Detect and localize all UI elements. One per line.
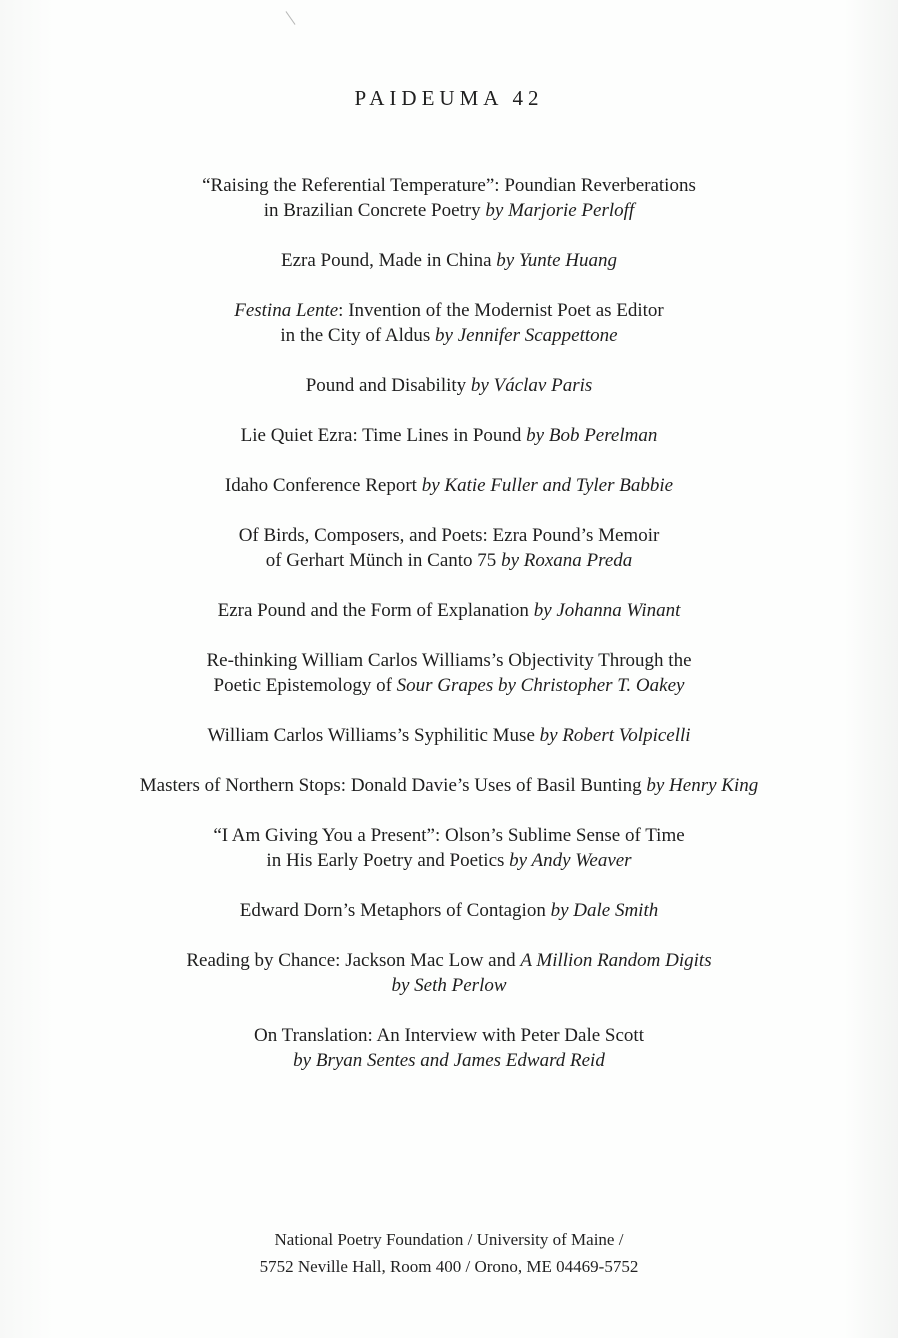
toc-text: Reading by Chance: Jackson Mac Low and [186, 950, 521, 971]
toc-text: Lie Quiet Ezra: Time Lines in Pound [240, 425, 527, 446]
toc-entry-line [0, 423, 898, 448]
toc-text: in the City of Aldus [280, 325, 436, 346]
toc-entry-line [0, 948, 898, 973]
toc-entry-line [0, 248, 898, 273]
toc-entry [0, 898, 898, 923]
toc-text: in Brazilian Concrete Poetry [263, 200, 486, 221]
toc-entry [0, 248, 898, 273]
journal-title: PAIDEUMA 42 [354, 86, 544, 110]
toc-entry-line [0, 848, 898, 873]
toc-entry [0, 598, 898, 623]
toc-text: : Invention of the Modernist Poet as Editor [338, 300, 664, 321]
toc-entry-line [0, 198, 898, 223]
toc-entry-line [0, 673, 898, 698]
toc-text: Masters of Northern Stops: Donald Davie’s Uses of Basil Bunting [139, 775, 647, 796]
toc-italic-text: by Johanna Winant [533, 600, 681, 621]
toc-italic-text: by Dale Smith [550, 900, 659, 921]
toc-entry [0, 173, 898, 223]
address-line-1: National Poetry Foundation / University of Maine / [274, 1230, 624, 1249]
toc-entry-line [0, 173, 898, 198]
toc-entry [0, 823, 898, 873]
toc-italic-text: A Million Random Digits [520, 950, 712, 971]
toc-text: Ezra Pound and the Form of Explanation [217, 600, 534, 621]
toc-entry [0, 423, 898, 448]
toc-text: of Gerhart Münch in Canto 75 [265, 550, 502, 571]
toc-italic-text: by Katie Fuller and Tyler Babbie [421, 475, 674, 496]
toc-entry-line [0, 773, 898, 798]
toc-entry-line [0, 598, 898, 623]
toc-entry [0, 723, 898, 748]
toc-italic-text: Festina Lente [234, 300, 339, 321]
toc-entry-line [0, 523, 898, 548]
toc-entry-line [0, 298, 898, 323]
toc-entry-line [0, 723, 898, 748]
toc-entry [0, 523, 898, 573]
toc-text: Of Birds, Composers, and Poets: Ezra Pound’s Memoir [238, 525, 660, 546]
toc-text: Ezra Pound, Made in China [281, 250, 497, 271]
toc-italic-text: by Marjorie Perloff [485, 200, 635, 221]
toc-entry-line [0, 973, 898, 998]
toc-text: On Translation: An Interview with Peter Dale Scott [254, 1025, 644, 1046]
toc-entry [0, 648, 898, 698]
toc-italic-text: Sour Grapes by Christopher T. Oakey [396, 675, 685, 696]
table-of-contents [0, 173, 898, 1098]
toc-italic-text: by Bryan Sentes and James Edward Reid [293, 1050, 605, 1071]
toc-entry-line [0, 473, 898, 498]
scan-mark [286, 11, 296, 25]
toc-italic-text: by Seth Perlow [391, 975, 507, 996]
toc-text: Re-thinking William Carlos Williams’s Objectivity Through the [206, 650, 692, 671]
toc-italic-text: by Henry King [646, 775, 759, 796]
toc-text: William Carlos Williams’s Syphilitic Muse [207, 725, 540, 746]
toc-entry [0, 373, 898, 398]
toc-entry [0, 948, 898, 998]
toc-text: in His Early Poetry and Poetics [266, 850, 510, 871]
toc-entry-line [0, 323, 898, 348]
toc-italic-text: by Václav Paris [470, 375, 593, 396]
toc-text: “I Am Giving You a Present”: Olson’s Sublime Sense of Time [213, 825, 685, 846]
toc-text: Poetic Epistemology of [213, 675, 397, 696]
toc-entry [0, 773, 898, 798]
toc-text: “Raising the Referential Temperature”: Poundian Reverberations [202, 175, 696, 196]
toc-italic-text: by Jennifer Scappettone [435, 325, 618, 346]
toc-entry-line [0, 373, 898, 398]
toc-entry [0, 473, 898, 498]
toc-entry-line [0, 823, 898, 848]
toc-entry [0, 1023, 898, 1073]
toc-entry-line [0, 898, 898, 923]
address-line-2: 5752 Neville Hall, Room 400 / Orono, ME 04469-5752 [259, 1257, 639, 1276]
toc-entry-line [0, 1048, 898, 1073]
toc-entry-line [0, 548, 898, 573]
toc-entry [0, 298, 898, 348]
toc-italic-text: by Bob Perelman [526, 425, 658, 446]
toc-italic-text: by Robert Volpicelli [539, 725, 691, 746]
toc-entry-line [0, 1023, 898, 1048]
toc-italic-text: by Andy Weaver [509, 850, 632, 871]
toc-italic-text: by Roxana Preda [501, 550, 633, 571]
toc-text: Idaho Conference Report [224, 475, 422, 496]
toc-text: Edward Dorn’s Metaphors of Contagion [239, 900, 551, 921]
toc-text: Pound and Disability [305, 375, 471, 396]
toc-entry-line [0, 648, 898, 673]
toc-italic-text: by Yunte Huang [496, 250, 617, 271]
publisher-address [0, 1226, 898, 1280]
